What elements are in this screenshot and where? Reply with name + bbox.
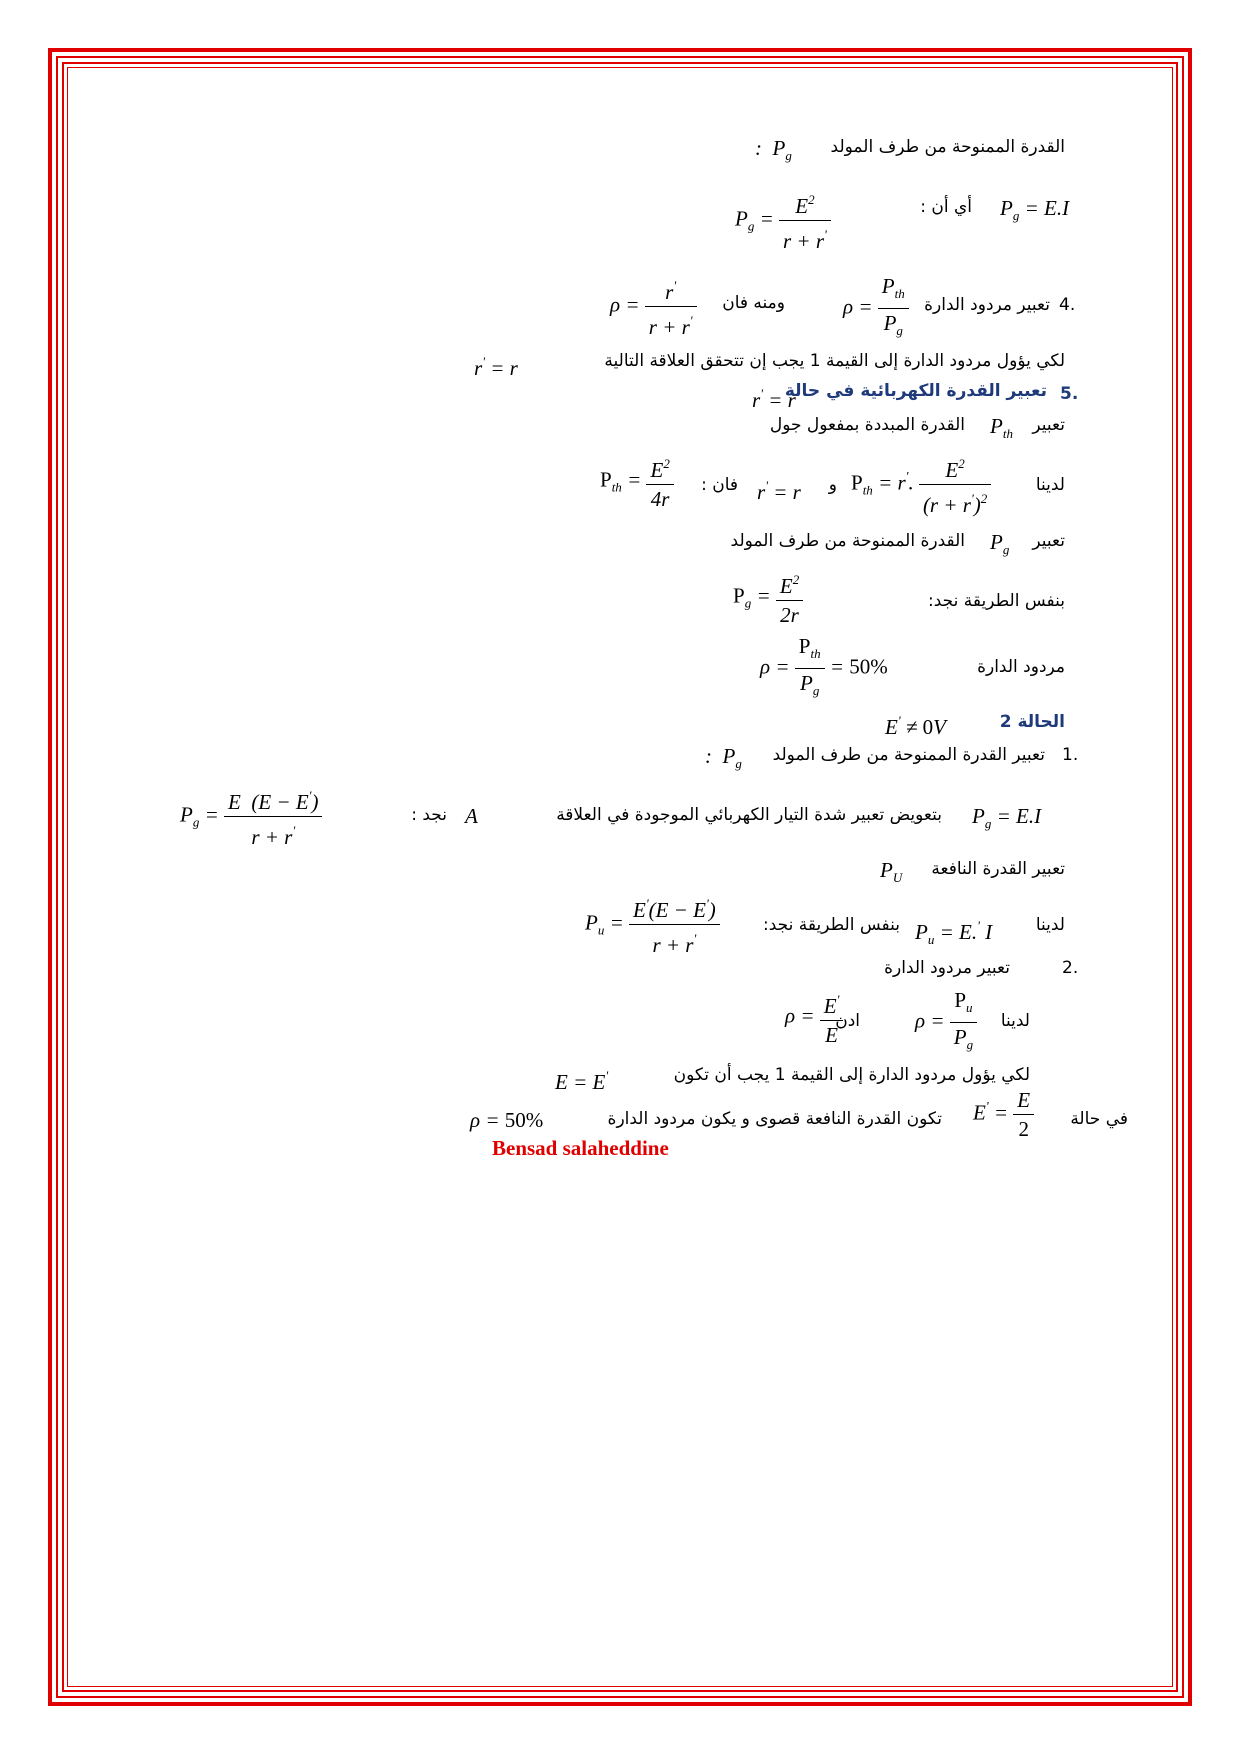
text-in-case: في حالة [1070,1109,1128,1129]
text-rho-expression: تعبير مردود الدارة [924,295,1050,315]
formula-e-prime-half: E' = $\frac{E}{2}$ [973,1088,1034,1141]
formula-pg-colon: : $P_g$ [755,136,792,163]
item-number-4: 4. [1059,295,1076,315]
item-number-1: 1. [1062,745,1079,765]
formula-r-eq-r: r' = r [757,478,801,504]
text-case2-power: تعبير القدرة الممنوحة من طرف المولد [772,745,1045,765]
symbol-pu: $P_U$ [880,858,903,885]
formula-pg-ei-2: $P_g = E.I$ [972,804,1042,831]
text-express-label-2: تعبير [1032,531,1065,551]
text-and: و [828,475,837,495]
formula-pg-case2: $P_g$ = $\frac{E (E - E')}{r + r'}$ [180,784,322,849]
formula-pth-result: $P_{th}$ = $\frac{E^2}{4r}$ [600,452,674,511]
formula-rho-50-2: ρ = 50% [470,1108,544,1132]
formula-pth-general: $P_{th} = r'$. $\frac{E^2}{(r + r')^2}$ [851,452,991,517]
formula-r-equals: r' = r [474,354,518,380]
text-we-find: نجد : [411,805,447,825]
symbol-pth: $P_{th}$ [990,414,1013,441]
formula-e-eq-e-prime: E = E' [555,1068,609,1094]
formula-pu-ei: $P_u = E.'$ I [915,918,993,947]
formula-rho-pth-pg: ρ = $\frac{P_{th}}{P_g}$ [843,274,909,343]
text-substitute: بتعويض تعبير شدة التيار الكهربائي الموجودة في العلاقة [556,805,942,825]
text-condition-unity-2: لكي يؤول مردود الدارة إلى القيمة 1 يجب أن تكون [673,1065,1030,1085]
text-same-way-2: بنفس الطريقة نجد: [763,915,900,935]
text-joule-dissipation: القدرة المبددة بمفعول جول [769,415,965,435]
text-we-have-3: لدينا [1000,1011,1030,1031]
formula-pg-colon-2: : $P_g$ [705,744,742,771]
text-ie: أي أن : [920,197,972,217]
text-same-way: بنفس الطريقة نجد: [928,591,1065,611]
formula-pu-case2: $P_u$ = $\frac{E'(E - E')}{r + r'}$ [585,892,720,957]
text-hence: ومنه فان [722,293,785,313]
formula-rho-e-prime: ρ = $\frac{E'}{E}$ [785,988,843,1047]
formula-case-r: r' = r [752,386,796,412]
case-2-heading: الحالة 2 [999,712,1065,732]
section-heading-5: تعبير القدرة الكهربائية في حالة [784,381,1047,401]
text-we-have: لدينا [1035,475,1065,495]
formula-pg-ei: $P_g = E.I$ [1000,196,1070,223]
text-useful-power: تعبير القدرة النافعة [931,859,1065,879]
text-hence-2: ادن [835,1011,860,1031]
formula-rho-pu-pg: ρ = $\frac{P_u}{P_g}$ [915,988,977,1057]
item-number-2: 2. [1062,958,1079,978]
text-we-have-2: لدينا [1035,915,1065,935]
symbol-a: A [465,804,478,828]
text-then: فان : [701,475,738,495]
formula-pg-2r: $P_g$ = $\frac{E^2}{2r}$ [733,568,803,627]
item-number-5: 5. [1060,384,1079,404]
formula-rho-r: ρ = $\frac{r'}{r + r'}$ [610,274,697,339]
author-name: Bensad salaheddine [492,1136,669,1160]
text-efficiency-expr: تعبير مردود الدارة [884,958,1010,978]
text-efficiency: مردود الدارة [977,657,1065,677]
text-generator-power: القدرة الممنوحة من طرف المولد [730,531,965,551]
text-max-power: تكون القدرة النافعة قصوى و يكون مردود الدارة [607,1109,942,1129]
formula-e-prime-nonzero: E' ≠ 0V [885,713,946,739]
text-power-generator: القدرة الممنوحة من طرف المولد [830,137,1065,157]
symbol-pg: $P_g$ [990,530,1010,557]
text-condition-unity: لكي يؤول مردود الدارة إلى القيمة 1 يجب إن تتحقق العلاقة التالية [604,351,1065,371]
formula-rho-50: ρ = $\frac{P_{th}}{P_g}$ = 50% [760,634,888,698]
text-express-label: تعبير [1032,415,1065,435]
formula-pg-e2: $P_g$ = $\frac{E^2}{r + r'}$ [735,188,831,253]
